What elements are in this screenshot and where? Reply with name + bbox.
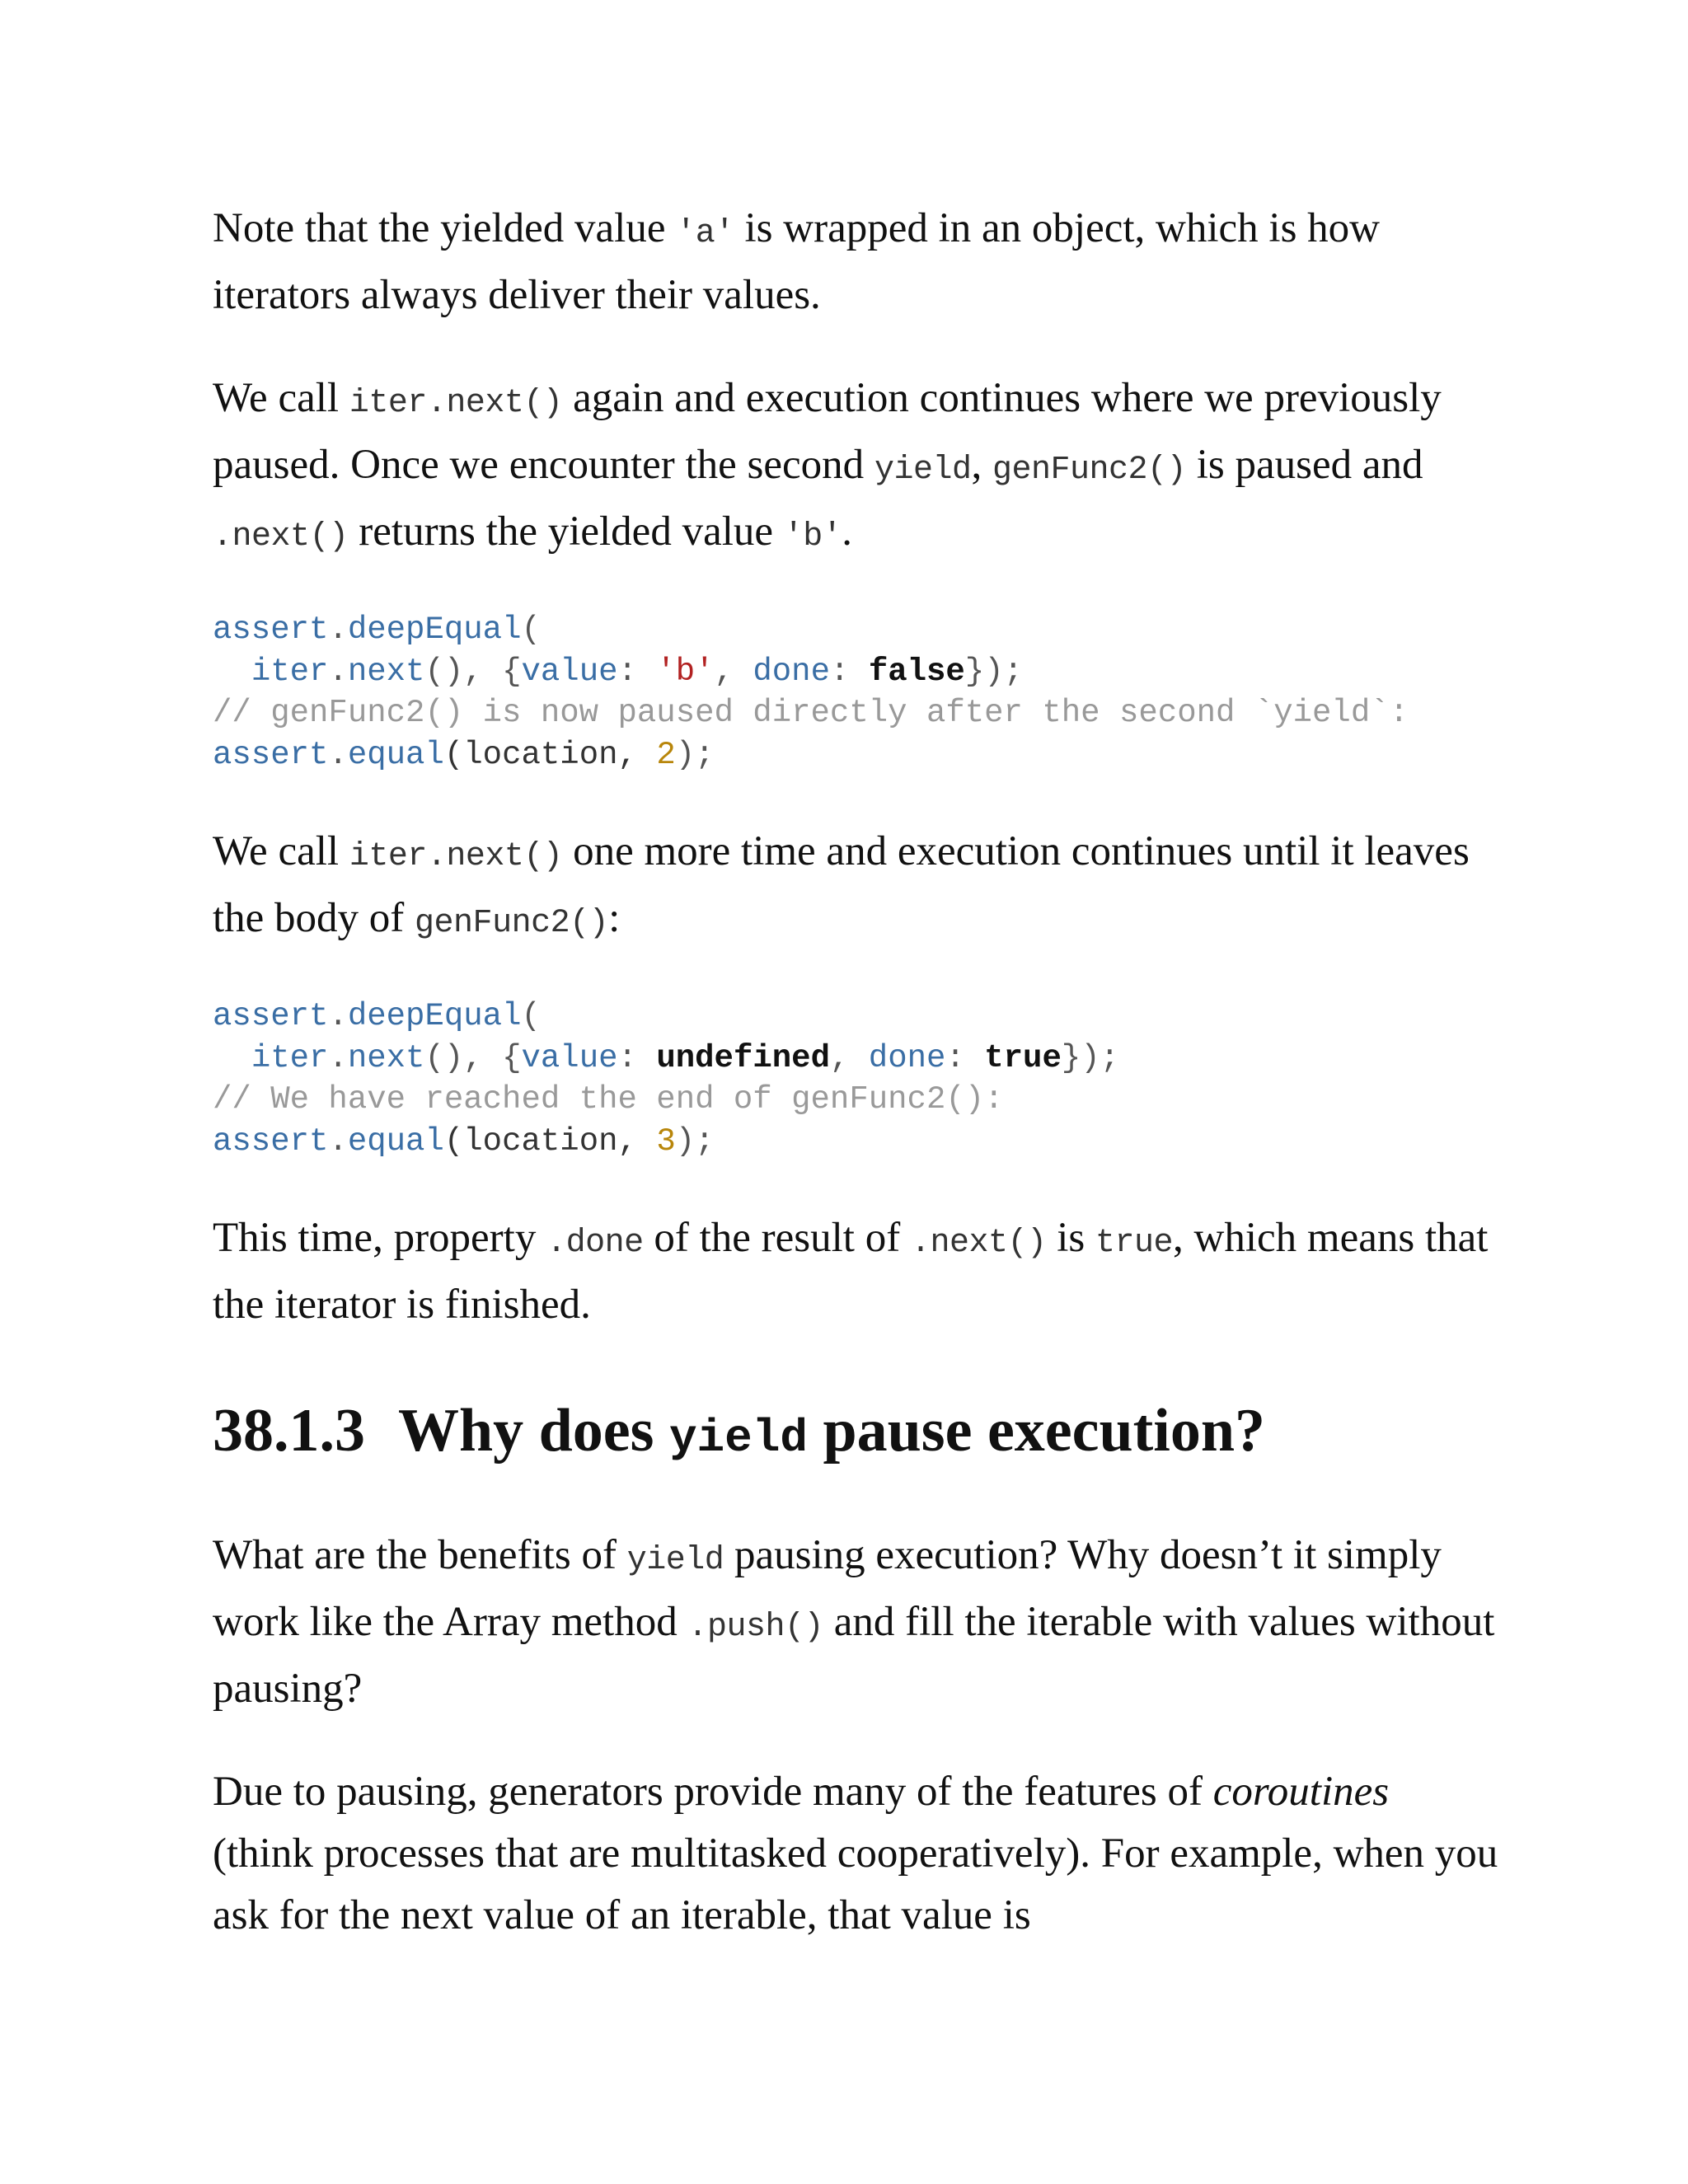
emphasis: coroutines — [1212, 1769, 1390, 1815]
code-token: (), { — [424, 1039, 522, 1076]
text: is — [1046, 1215, 1096, 1261]
text: is wrapped in an object, which is how iterators always deliver their values. — [213, 205, 1381, 318]
code-token: ( — [521, 998, 541, 1034]
code-token: ); — [675, 736, 715, 773]
code-token: , — [714, 653, 753, 690]
code-comment: // genFunc2() is now paused directly after the second `yield`: — [213, 695, 1409, 731]
text: Note that the yielded value — [213, 205, 677, 251]
paragraph-call-next-again — [213, 368, 1498, 568]
inline-code: iter.next() — [349, 385, 563, 422]
code-block-second-yield — [213, 609, 1498, 776]
text: Due to pausing, generators provide many of the features of — [213, 1769, 1213, 1815]
code-token: undefined — [656, 1039, 830, 1076]
code-line — [213, 1040, 1119, 1076]
code-token: ); — [675, 1122, 715, 1160]
code-token: assert — [213, 1122, 329, 1160]
code-token: }); — [1061, 1039, 1120, 1076]
code-token: : — [830, 653, 869, 690]
inline-code: yield — [874, 452, 972, 489]
code-token: , — [829, 1039, 869, 1076]
section-heading — [213, 1394, 1498, 1475]
code-token: (location, — [443, 1122, 657, 1160]
text: . — [842, 509, 853, 555]
code-token: : — [617, 653, 657, 690]
text: This time, property — [213, 1215, 547, 1261]
inline-code: true — [1095, 1225, 1174, 1262]
code-indent — [213, 654, 251, 690]
text: : — [608, 895, 621, 941]
code-token: assert — [213, 998, 329, 1034]
code-token: next — [347, 653, 425, 690]
text: returns the yielded value — [348, 509, 784, 555]
code-token: (), { — [424, 653, 522, 690]
code-token: 2 — [656, 736, 676, 773]
inline-code: iter.next() — [349, 838, 563, 875]
text: one more time and execution continues until it leaves the body of — [213, 828, 1470, 941]
code-token: assert — [213, 612, 329, 648]
paragraph-done-property — [213, 1207, 1498, 1336]
code-block-end-of-generator — [213, 996, 1498, 1162]
text: of the result of — [643, 1215, 911, 1261]
code-token: next — [347, 1039, 425, 1076]
code-token: . — [328, 612, 348, 648]
inline-code: 'a' — [676, 215, 734, 252]
code-token: value — [521, 653, 618, 690]
code-token: : — [617, 1039, 657, 1076]
text: and fill the iterable with values without pausing? — [213, 1599, 1495, 1712]
code-token: . — [328, 1122, 348, 1160]
paragraph-call-next-one-more-time — [213, 821, 1498, 954]
code-token: iter — [251, 1039, 329, 1076]
code-comment: // We have reached the end of genFunc2(): — [213, 1081, 1004, 1118]
code-line — [213, 998, 541, 1034]
code-token: true — [984, 1039, 1062, 1076]
text: pausing execution? Why doesn’t it simply work like the Array method — [213, 1532, 1442, 1645]
section-number: 38.1.3 — [213, 1397, 365, 1465]
inline-code: .next() — [213, 518, 349, 555]
inline-code: genFunc2() — [992, 452, 1187, 489]
text: What are the benefits of — [213, 1532, 627, 1578]
code-line — [213, 737, 715, 773]
code-token: assert — [213, 736, 329, 773]
code-token: . — [328, 653, 348, 690]
text: again and execution continues where we previously paused. Once we encounter the second — [213, 375, 1442, 488]
code-token: . — [328, 998, 348, 1034]
text: is paused and — [1186, 442, 1423, 488]
code-token: false — [868, 653, 965, 690]
code-token: . — [328, 736, 348, 773]
text: , which means that the iterator is finished. — [213, 1215, 1489, 1328]
code-token: iter — [251, 653, 329, 690]
inline-code: genFunc2() — [415, 905, 609, 942]
code-token: deepEqual — [347, 998, 522, 1034]
inline-code: .next() — [910, 1225, 1047, 1262]
heading-code: yield — [668, 1412, 808, 1465]
code-token: }); — [964, 653, 1024, 690]
text: (think processes that are multitasked cooperatively). For example, when you ask for the next value of an iterable, that value is — [213, 1830, 1498, 1938]
inline-code: 'b' — [783, 518, 842, 555]
code-token: 3 — [656, 1122, 676, 1160]
heading-text: Why does — [398, 1397, 669, 1465]
code-token: value — [521, 1039, 618, 1076]
code-token: equal — [347, 1122, 444, 1160]
text: , — [971, 442, 992, 488]
code-token: : — [945, 1039, 985, 1076]
page-content — [213, 198, 1498, 1988]
code-line — [213, 612, 541, 648]
code-token: deepEqual — [347, 612, 522, 648]
code-token: equal — [347, 736, 444, 773]
text: We call — [213, 375, 349, 421]
text: We call — [213, 828, 349, 874]
heading-text: pause execution? — [807, 1397, 1265, 1465]
code-token: done — [868, 1039, 946, 1076]
code-line — [213, 654, 1023, 690]
code-token: ( — [521, 612, 541, 648]
paragraph-yielded-value-wrapped — [213, 198, 1498, 326]
code-token: (location, — [443, 736, 657, 773]
code-line — [213, 1123, 715, 1160]
inline-code: .push() — [687, 1609, 823, 1646]
inline-code: yield — [626, 1542, 724, 1579]
paragraph-benefits-of-yield — [213, 1525, 1498, 1720]
paragraph-coroutines — [213, 1761, 1498, 1947]
code-token: . — [328, 1039, 348, 1076]
code-token: done — [753, 653, 830, 690]
inline-code: .done — [546, 1225, 644, 1262]
code-token: 'b' — [656, 653, 715, 690]
code-indent — [213, 1040, 251, 1076]
